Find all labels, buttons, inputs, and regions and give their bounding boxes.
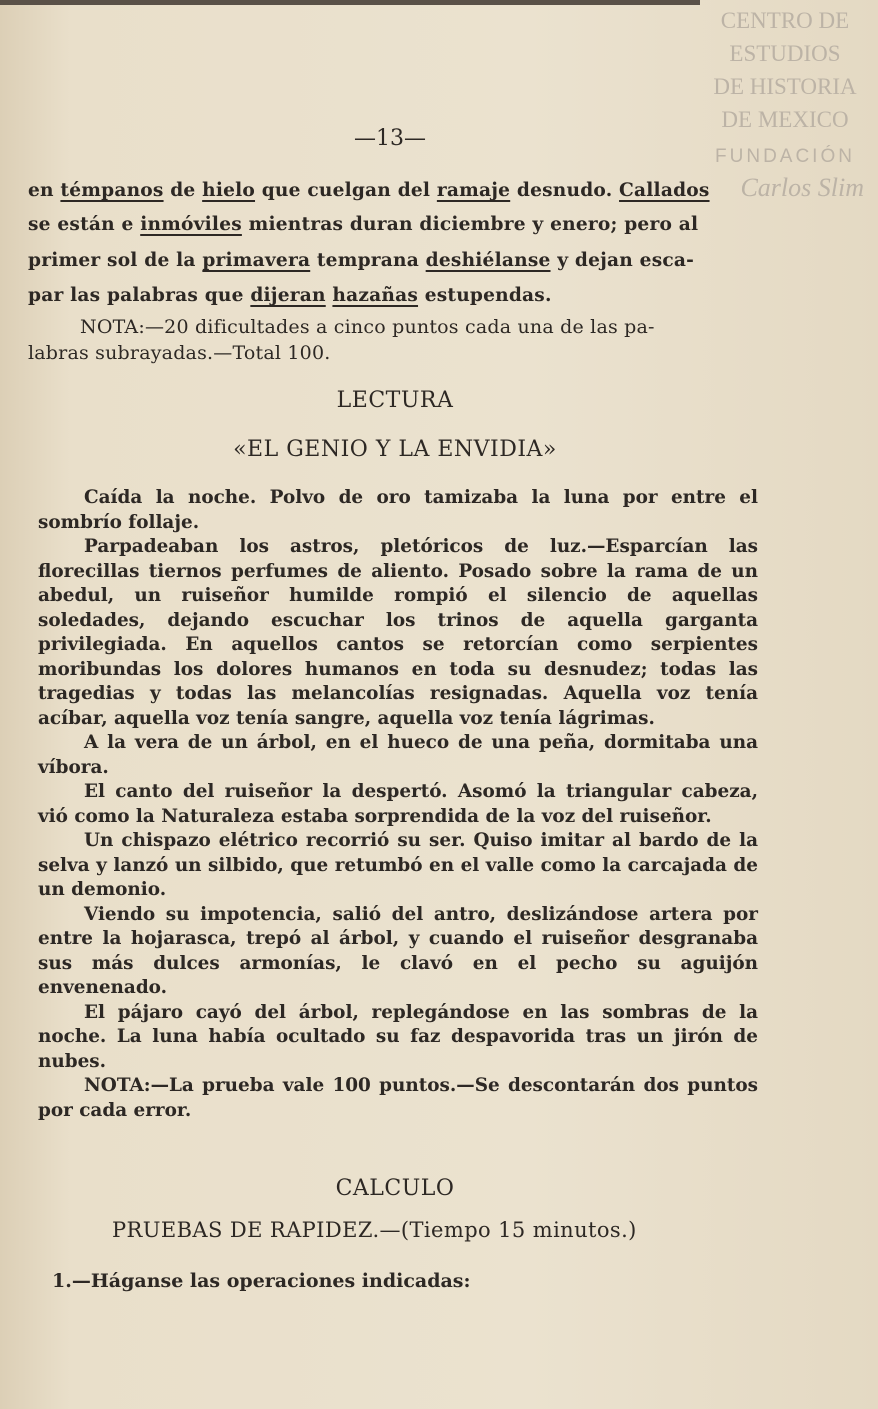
text-run: y dejan esca- (550, 250, 695, 271)
speed-tests-heading: PRUEBAS DE RAPIDEZ.—(Tiempo 15 minutos.) (112, 1218, 637, 1242)
text-run: desnudo. (510, 180, 620, 201)
underlined-word: primavera (202, 250, 311, 271)
dictation-line-1 (28, 180, 758, 201)
dictation-line-4 (28, 285, 758, 306)
watermark-line-2: ESTUDIOS (729, 41, 841, 66)
reading-paragraph: Caída la noche. Polvo de oro tamizaba la luna por entre el sombrío follaje. (38, 487, 758, 533)
dictation-line-2 (28, 214, 758, 235)
watermark-foundation: FUNDACIÓN (715, 146, 855, 167)
underlined-word: inmóviles (140, 214, 242, 235)
underlined-word: témpanos (60, 180, 164, 201)
reading-paragraph: Un chispazo elétrico recorrió su ser. Quiso imitar al bardo de la selva y lanzó un silbido, que retumbó en el valle como la carcajada de un demonio. (38, 830, 758, 900)
text-run: se están e (28, 214, 141, 235)
watermark-line-3: DE HISTORIA (713, 74, 857, 99)
reading-note: NOTA:—La prueba vale 100 puntos.—Se descontarán dos puntos por cada error. (38, 1075, 758, 1121)
text-run: par las palabras que (28, 285, 251, 306)
text-run: temprana (310, 250, 426, 271)
calculation-heading: CALCULO (335, 1176, 455, 1201)
top-edge-line (0, 0, 700, 5)
archive-watermark (702, 4, 868, 203)
text-run: que cuelgan del (255, 180, 437, 201)
reading-paragraph: A la vera de un árbol, en el hueco de una peña, dormitaba una víbora. (38, 732, 758, 778)
text-run: mientras duran diciembre y enero; pero al (241, 214, 699, 235)
text-run: de (163, 180, 203, 201)
reading-paragraph: El pájaro cayó del árbol, replegándose en las sombras de la noche. La luna había ocultado su faz despavorida tras un jirón de nubes. (38, 1001, 758, 1072)
watermark-line-1: CENTRO DE (720, 8, 850, 33)
underlined-word: dijeran (250, 285, 326, 306)
reading-heading: LECTURA (336, 388, 454, 413)
page-number: —13— (354, 126, 426, 151)
underlined-word: hazañas (332, 285, 419, 306)
text-run: en (28, 180, 61, 201)
underlined-word: hielo (202, 180, 256, 201)
dictation-line-3 (28, 250, 758, 271)
text-run: estupendas. (418, 285, 552, 306)
dictation-note-line-1: NOTA:—20 dificultades a cinco puntos cada una de las pa- (80, 316, 655, 338)
reading-body (38, 486, 758, 1123)
dictation-note-line-2: labras subrayadas.—Total 100. (28, 342, 331, 364)
exercise-1: 1.—Háganse las operaciones indicadas: (52, 1270, 471, 1292)
text-run: primer sol de la (28, 250, 203, 271)
underlined-word: ramaje (436, 180, 511, 201)
reading-title: «EL GENIO Y LA ENVIDIA» (233, 437, 557, 462)
underlined-word: Callados (619, 180, 710, 201)
reading-paragraph: Viendo su impotencia, salió del antro, deslizándose artera por entre la hojarasca, trepó al árbol, y cuando el ruiseñor desgranaba sus más dulces armonías, le clavó en el pecho su aguijón envenenado. (38, 903, 758, 998)
reading-paragraph: El canto del ruiseñor la despertó. Asomó la triangular cabeza, vió como la Naturaleza estaba sorprendida de la voz del ruiseñor. (38, 781, 758, 827)
watermark-signature: Carlos Slim (740, 173, 864, 202)
watermark-line-4: DE MEXICO (721, 107, 849, 132)
underlined-word: deshiélanse (425, 250, 551, 271)
reading-paragraph: Parpadeaban los astros, pletóricos de luz.—Esparcían las florecillas tiernos perfumes de aliento. Posado sobre la rama de un abedul, un ruiseñor humilde rompió el silencio de aquellas soledades, dejando escuchar los trinos de aquella garganta privilegiada. En aquellos cantos se retorcían como serpientes moribundas los dolores humanos en toda su desnudez; todas las tragedias y todas las melancolías resignadas. Aquella voz tenía acíbar, aquella voz tenía sangre, aquella voz tenía lágrimas. (38, 536, 758, 729)
